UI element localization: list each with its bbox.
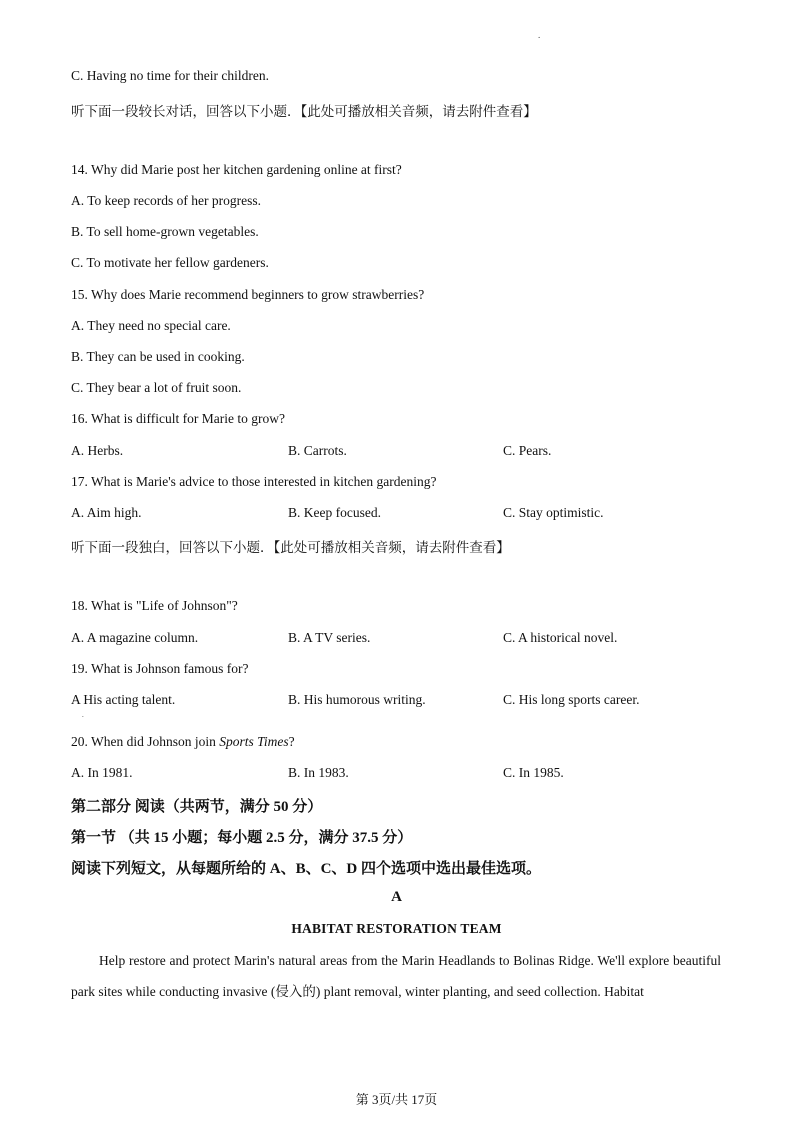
q18-option-b: B. A TV series. xyxy=(288,630,371,645)
question-17: 17. What is Marie's advice to those interested in kitchen gardening? xyxy=(71,474,437,489)
section-one-heading: 第一节 （共 15 小题；每小题 2.5 分，满分 37.5 分） xyxy=(71,830,413,846)
question-19: 19. What is Johnson famous for? xyxy=(71,661,249,676)
question-20-end: ? xyxy=(288,734,295,749)
question-20-text: 20. When did Johnson join xyxy=(71,734,220,749)
part-two-heading: 第二部分 阅读（共两节，满分 50 分） xyxy=(71,799,323,815)
question-14: 14. Why did Marie post her kitchen gardening online at first? xyxy=(71,162,402,177)
q19-option-b: B. His humorous writing. xyxy=(288,692,426,707)
q19-option-a-dot: . xyxy=(82,711,84,719)
page-mark: . xyxy=(538,30,541,40)
passage-paragraph: Help restore and protect Marin's natural areas from the Marin Headlands to Bolinas Ridge. We'll explore beautiful park sites while conducting invasive (侵入的) plant removal, winter planting, and seed collection. Habitat xyxy=(71,953,721,999)
question-20 xyxy=(71,734,295,750)
listening-instruction-monologue: 听下面一段独白，回答以下小题．【此处可播放相关音频，请去附件查看】 xyxy=(71,540,510,555)
q17-option-c: C. Stay optimistic. xyxy=(503,505,604,520)
q20-option-b: B. In 1983. xyxy=(288,765,349,780)
passage-title: HABITAT RESTORATION TEAM xyxy=(291,921,502,936)
q20-option-a: A. In 1981. xyxy=(71,765,133,780)
reading-instruction: 阅读下列短文，从每题所给的 A、B、C、D 四个选项中选出最佳选项。 xyxy=(71,861,542,877)
q19-option-c: C. His long sports career. xyxy=(503,692,640,707)
q15-option-b: B. They can be used in cooking. xyxy=(71,349,245,364)
q14-option-b: B. To sell home-grown vegetables. xyxy=(71,224,259,239)
q19-option-a: A His acting talent. xyxy=(71,692,176,707)
q15-option-c: C. They bear a lot of fruit soon. xyxy=(71,380,242,395)
q16-option-b: B. Carrots. xyxy=(288,443,347,458)
page-footer: 第 3页/共 17页 xyxy=(355,1092,438,1107)
q16-option-a: A. Herbs. xyxy=(71,443,124,458)
q16-option-c: C. Pears. xyxy=(503,443,552,458)
question-20-italic: Sports Times xyxy=(219,734,289,749)
q17-option-b: B. Keep focused. xyxy=(288,505,381,520)
question-18: 18. What is "Life of Johnson"? xyxy=(71,598,238,613)
q18-option-c: C. A historical novel. xyxy=(503,630,618,645)
question-16: 16. What is difficult for Marie to grow? xyxy=(71,411,285,426)
passage-label: A xyxy=(391,889,402,905)
q14-option-a: A. To keep records of her progress. xyxy=(71,193,261,208)
listening-instruction-long-dialogue: 听下面一段较长对话，回答以下小题．【此处可播放相关音频，请去附件查看】 xyxy=(71,104,537,119)
q15-option-a: A. They need no special care. xyxy=(71,318,231,333)
question-15: 15. Why does Marie recommend beginners to grow strawberries? xyxy=(71,287,425,302)
q20-option-c: C. In 1985. xyxy=(503,765,564,780)
q17-option-a: A. Aim high. xyxy=(71,505,142,520)
q14-option-c: C. To motivate her fellow gardeners. xyxy=(71,255,269,270)
q13-option-c: C. Having no time for their children. xyxy=(71,68,269,83)
q18-option-a: A. A magazine column. xyxy=(71,630,199,645)
